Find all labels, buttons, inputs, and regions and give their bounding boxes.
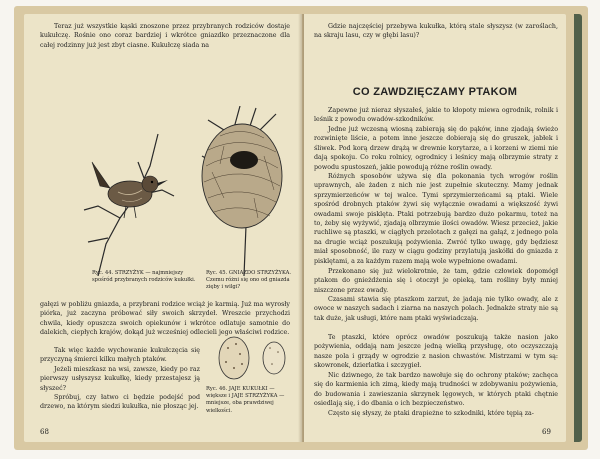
fig45-caption: Ryc. 45. GNIAZDO STRZYŻYKA. Czemu różni się ono od gniazda zięby i wilgi? (206, 270, 292, 291)
left-paragraph-2: Tak więc każde wychowanie kukułczęcia się przyczyną śmierci kilku małych ptaków. (40, 347, 200, 364)
left-page-number: 68 (40, 428, 49, 436)
right-paragraph-4: Przekonano się już wielokrotnie, że tam, gdzie człowiek dopomógł ptakom do gnieżdżenia się i otoczył je opieką, tam rośliny były mniej niszczone przez owady. (314, 268, 558, 294)
right-paragraph-7: Nic dziwnego, że tak bardzo nawołuje się do ochrony ptaków; zachęca się do karmienia ich zimą, kiedy mają trudności w zdobywaniu pożywienia, do budowania i zawieszania skrzynek lęgowych, w których ptaki chętnie osiedlają się, i do dbania o ich bezpieczeństwo. (314, 372, 558, 408)
right-page (304, 14, 566, 442)
left-paragraph-4: Spróbuj, czy łatwo ci będzie podejść pod drzewo, na którym siedzi kukułka, nie płosząc jej. (40, 394, 200, 411)
right-top-paragraph: Gdzie najczęściej przebywa kukułka, którą stale słyszysz (w zaroślach, na skraju lasu, czy w głębi lasu)? (314, 23, 558, 40)
fig44-caption: Ryc. 44. STRZYŻYK — najmniejszy spośród przybranych rodziców kukułki. (92, 270, 196, 284)
section-heading: CO ZAWDZIĘCZAMY PTAKOM (352, 86, 518, 98)
right-paragraph-2: Jedne już wczesną wiosną zabierają się do pąków, inne zjadają świeżo rozwinięte liście, a potem inne jeszcze dobierają się do gruszek, jabłek i śliwek. Pod korą drzew drążą w drewnie korytarze, a i korzeni w ziemi nie dają spokoju. Co roku rolnicy, ogrodnicy i leśnicy mają olbrzymie straty z powodu spustoszeń, jakie powodują różne roślin owady. (314, 126, 558, 171)
wren-illustration (78, 126, 178, 276)
right-page-number: 69 (542, 428, 551, 436)
right-paragraph-3: Różnych sposobów używa się dla pokonania tych wrogów roślin uprawnych, ale żaden z nich nie jest zupełnie skuteczny. Mamy jednak sprzymierzeńców w tej walce. Tymi sprzymierzeńcami są ptaki. Wiele spośród drobnych ptaków żywi się wyłącznie owadami a większość żywi owadami swoje pisklęta. Ptaki potrzebują bardzo dużo pokarmu, toteż na to, żeby się wyżywić, zjadają olbrzymie ilości owadów. Wiesz przecież, jakie ruchliwe są ptaszki, w ciągłych przelotach z gałęzi na gałąź, z jednego pola na drugie wciąż poszukują pożywienia. Zwróć tylko uwagę, gdy będziesz miał sposobność, ile razy w ciągu godziny przylatują jaskółki do gniazda z pisklętami, a za każdym razem mają wole wypełnione owadami. (314, 173, 558, 265)
right-paragraph-6: Te ptaszki, które oprócz owadów poszukują także nasion jako pożywienia, oddają nam jeszcze jedną wielką przysługę, oto oczyszczają nasze pola i grządy w ogrodzie z nasion chwastów. Mistrzami w tym są: skowronek, dzierlatka i szczygieł. (314, 334, 558, 370)
right-paragraph-1: Zapewne już nieraz słyszałeś, jakie to kłopoty miewa ogrodnik, rolnik i leśnik z powodu owadów-szkodników. (314, 107, 558, 124)
nest-illustration (194, 106, 286, 276)
book (14, 6, 588, 450)
fig46-caption: Ryc. 46. JAJE KUKUŁKI — większe i JAJE STRZYŻYKA — mniejsze, oba prawdziwej wielkości. (206, 386, 285, 414)
right-paragraph-5: Czasami stawia się ptaszkom zarzut, że jadają nie tylko owady, ale z owoce w naszych sadach i ziarna na naszych polach. Jednakże straty nie są tak duże, jak usługi, które nam ptaki wyświadczają. (314, 296, 558, 322)
eggs-illustration (214, 334, 294, 382)
left-mid-paragraph: gałęzi w pobliżu gniazda, a przybrani rodzice wciąż je karmią. Już ma wyrosły piórka, już zaczyna próbować siły swoich skrzydeł. Wreszcie przychodzi chwila, kiedy opuszcza swoich opiekunów i wkrótce odlatuje samotnie do dalekich, ciepłych krajów, dokąd już wcześniej odlecieli jego właściwi rodzice. (40, 301, 290, 337)
left-top-paragraph: Teraz już wszystkie kąski znoszone przez przybranych rodziców dostaje kukułczę. Rośnie ono coraz bardziej i wkrótce gniazdko przeznaczone dla całej rodzinny już jest zbyt ciasne. Kukułczę siada na (40, 23, 290, 49)
book-cover-edge (574, 14, 582, 442)
left-page (24, 14, 302, 442)
left-paragraph-3: Jeżeli mieszkasz na wsi, zawsze, kiedy po raz pierwszy usłyszysz kukułkę, kiedy przestajesz ją słyszeć? (40, 366, 200, 392)
right-paragraph-8: Często się słyszy, że ptaki drapieżne to szkodniki, które tępią za- (328, 410, 534, 417)
